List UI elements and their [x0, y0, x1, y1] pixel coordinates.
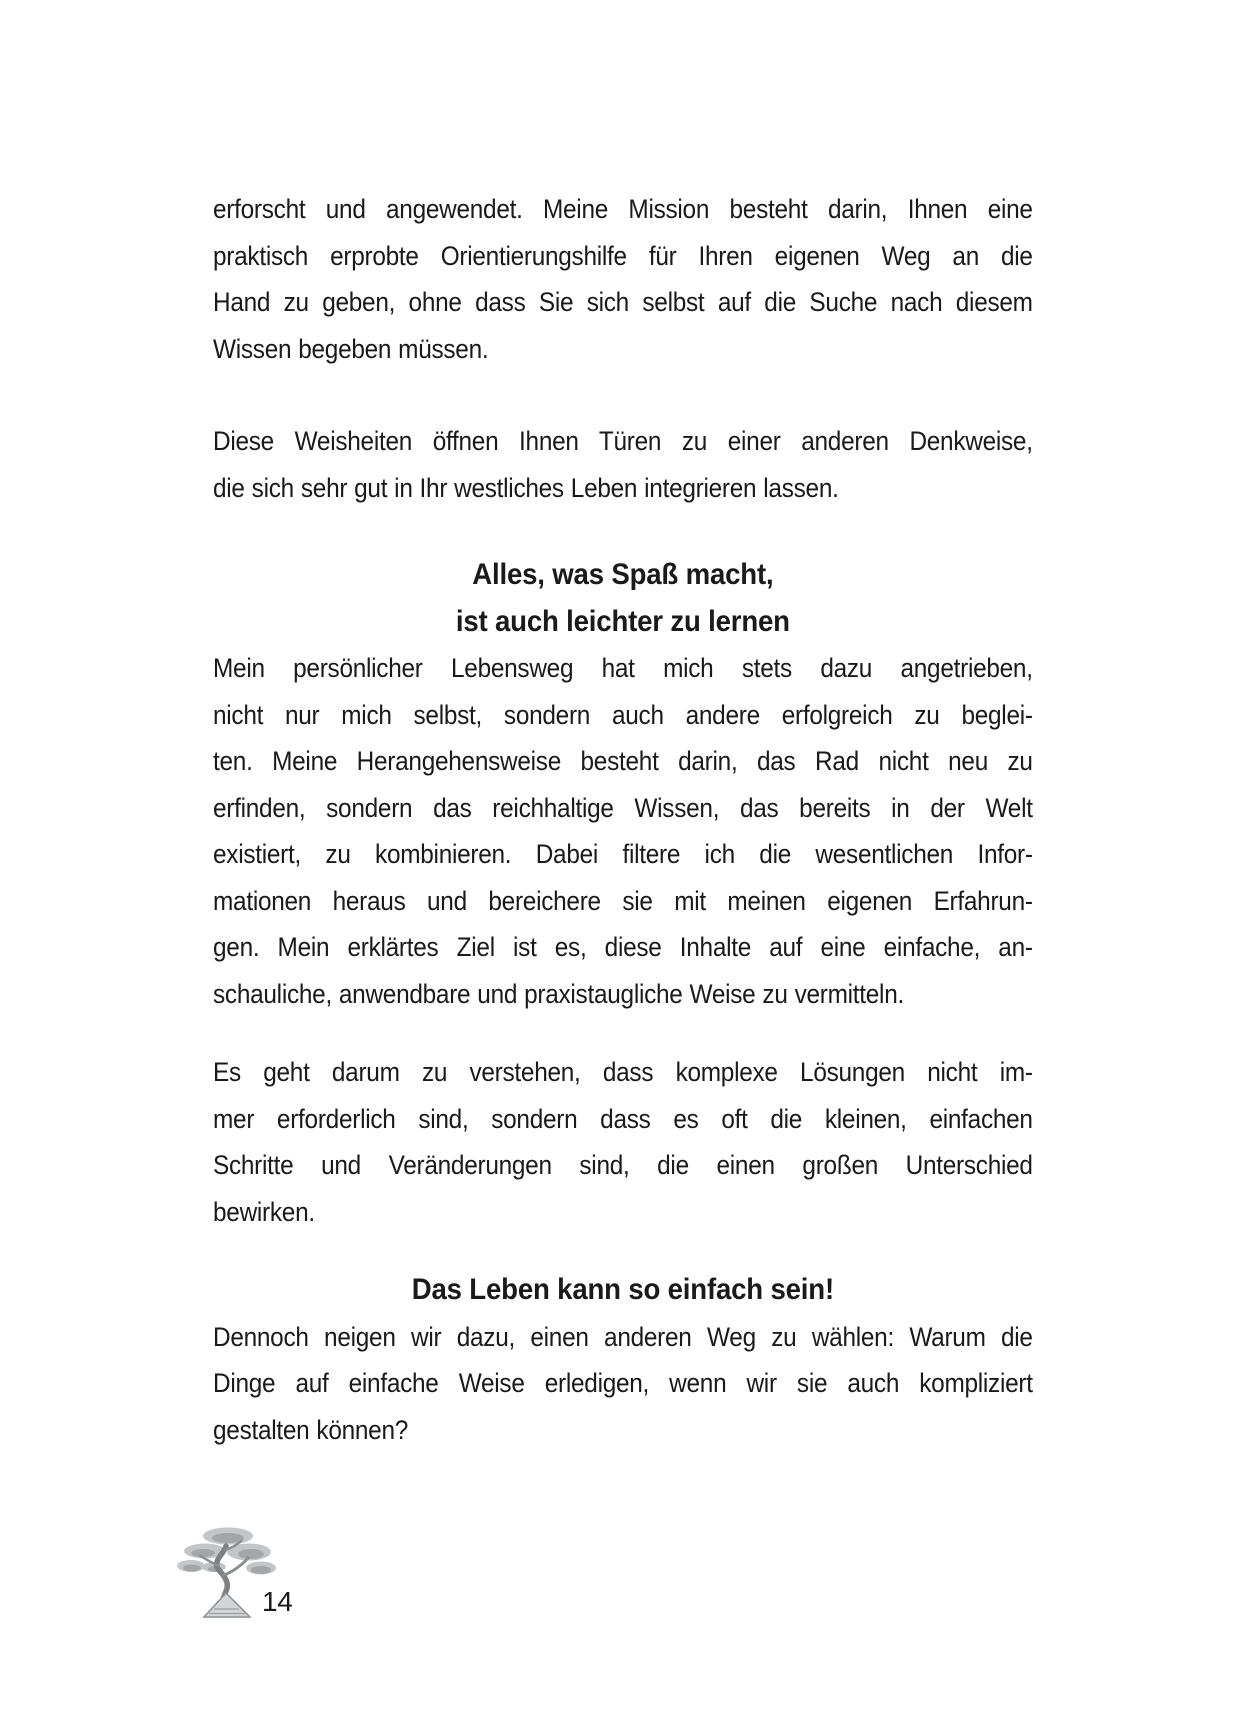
- text-line: Diese Weisheiten öffnen Ihnen Türen zu einer anderen Denkweise,: [213, 426, 1033, 456]
- text-line: erforscht und angewendet. Meine Mission besteht darin, Ihnen eine: [213, 194, 1033, 224]
- text-line: Wissen begeben müssen.: [213, 333, 489, 364]
- text-line: mer erforderlich sind, sondern dass es oft die kleinen, einfachen: [213, 1103, 1033, 1134]
- dennoch-paragraph: [213, 1314, 1033, 1454]
- heading-leben: [213, 1267, 1033, 1314]
- text-line: Mein persönlicher Lebensweg hat mich stets dazu angetrieben,: [213, 653, 1033, 683]
- text-line: bewirken.: [213, 1196, 315, 1227]
- text-line: ten. Meine Herangehensweise besteht darin, das Rad nicht neu zu: [213, 746, 1033, 776]
- text-line: mationen heraus und bereichere sie mit meinen eigenen Erfahrun-: [213, 885, 1033, 916]
- text-line: Es geht darum zu verstehen, dass komplexe Lösungen nicht im-: [213, 1057, 1033, 1087]
- text-line: gestalten können?: [213, 1414, 409, 1445]
- text-line: Hand zu geben, ohne dass Sie sich selbst auf die Suche nach diesem: [213, 287, 1033, 317]
- text-line: erfinden, sondern das reichhaltige Wissen, das bereits in der Welt: [213, 792, 1033, 823]
- lebensweg-paragraph: [213, 645, 1033, 1017]
- text-line: gen. Mein erklärtes Ziel ist es, diese Inhalte auf eine einfache, an-: [213, 932, 1033, 962]
- verstehen-paragraph: [213, 1049, 1033, 1235]
- text-line: schauliche, anwendbare und praxistaugliche Weise zu vermitteln.: [213, 978, 904, 1009]
- heading-line: Alles, was Spaß macht,: [472, 558, 774, 591]
- heading-spass: [213, 552, 1033, 645]
- heading-line: ist auch leichter zu lernen: [455, 604, 790, 638]
- intro-paragraph: [213, 186, 1033, 372]
- bonsai-tree-icon: [176, 1524, 276, 1620]
- heading-line: Das Leben kann so einfach sein!: [411, 1273, 834, 1306]
- text-line: Dinge auf einfache Weise erledigen, wenn wir sie auch kompliziert: [213, 1368, 1033, 1398]
- text-line: existiert, zu kombinieren. Dabei filtere ich die wesentlichen Infor-: [213, 839, 1033, 869]
- text-line: nicht nur mich selbst, sondern auch andere erfolgreich zu beglei-: [213, 699, 1033, 730]
- page-text: [213, 186, 1033, 1453]
- text-line: Dennoch neigen wir dazu, einen anderen Weg zu wählen: Warum die: [213, 1321, 1033, 1352]
- text-line: die sich sehr gut in Ihr westliches Leben integrieren lassen.: [213, 472, 839, 503]
- text-line: Schritte und Veränderungen sind, die einen großen Unterschied: [213, 1150, 1033, 1180]
- page-footer: [176, 1524, 366, 1624]
- wisdom-paragraph: [213, 418, 1033, 511]
- page-number: 14: [262, 1586, 293, 1617]
- text-line: praktisch erprobte Orientierungshilfe für Ihren eigenen Weg an die: [213, 240, 1033, 271]
